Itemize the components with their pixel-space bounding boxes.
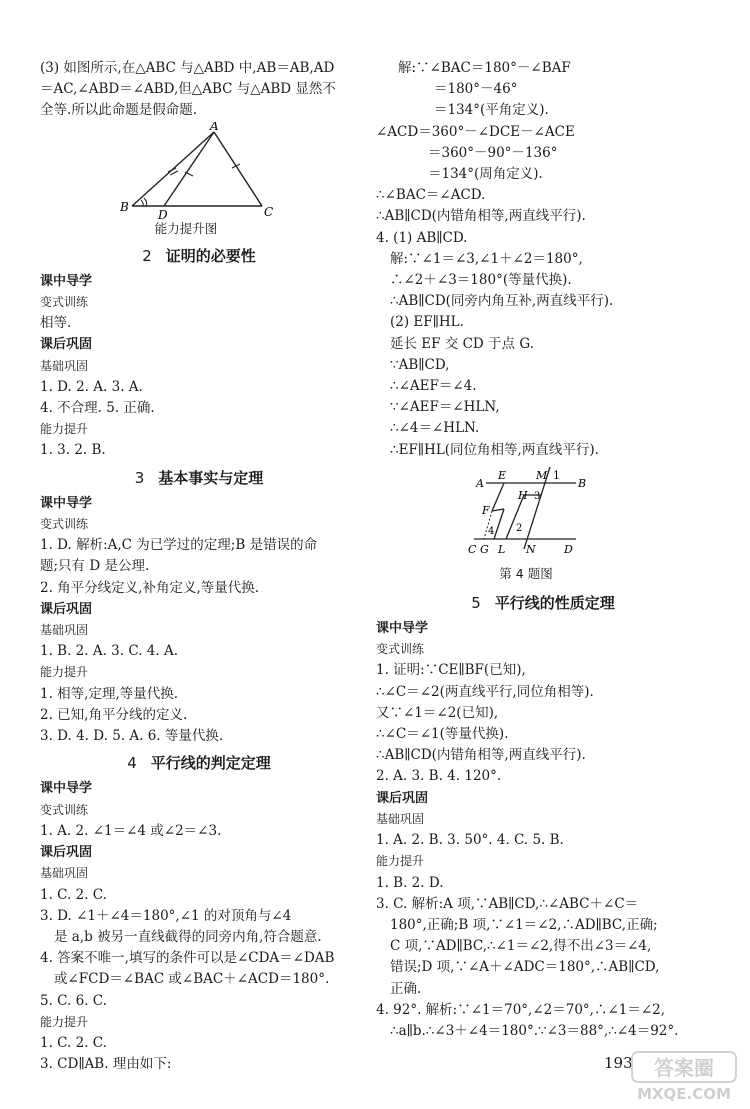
text-line: 3. C. 解析:A 项,∵AB∥CD,∴∠ABC＋∠C＝ bbox=[376, 895, 639, 912]
text-line: 正确. bbox=[390, 980, 422, 997]
label-b: B bbox=[578, 476, 587, 490]
text-line: ∴AB∥CD(内错角相等,两直线平行). bbox=[376, 208, 586, 225]
watermark-logo bbox=[628, 1048, 740, 1104]
triangle-figure bbox=[40, 122, 358, 240]
text-line: 2. A. 3. B. 4. 120°. bbox=[376, 768, 502, 785]
text-line: 基础巩固 bbox=[40, 358, 89, 373]
text-line: ∴∠2＋∠3＝180°(等量代换). bbox=[390, 272, 572, 289]
text-line: 课后巩固 bbox=[376, 790, 429, 806]
left-column bbox=[40, 58, 358, 1075]
text-line: ∴EF∥HL(同位角相等,两直线平行). bbox=[390, 441, 599, 458]
label-2: 2 bbox=[516, 522, 523, 534]
text-line: 解:∵∠1＝∠3,∠1＋∠2＝180°, bbox=[390, 250, 583, 267]
label-b: B bbox=[120, 199, 129, 214]
text-line: ＝180°－46° bbox=[434, 81, 518, 98]
text-line: 3. D. ∠1＋∠4＝180°,∠1 的对顶角与∠4 bbox=[40, 907, 292, 924]
label-d: D bbox=[158, 207, 168, 220]
text-line: 变式训练 bbox=[376, 642, 425, 657]
text-line: 课后巩固 bbox=[40, 845, 93, 861]
triangle-diagram bbox=[40, 122, 358, 220]
text-line: 变式训练 bbox=[40, 517, 89, 532]
section-2-body bbox=[40, 271, 358, 462]
text-line: 1. 证明:∵CE∥BF(已知), bbox=[376, 662, 526, 679]
right-top-text bbox=[376, 58, 710, 461]
text-line: ∴∠C＝∠2(两直线平行,同位角相等). bbox=[376, 683, 594, 700]
text-line: C 项,∵AD∥BC,∴∠1＝∠2,得不出∠3＝∠4, bbox=[390, 938, 652, 955]
label-e: E bbox=[498, 468, 507, 482]
label-f: F bbox=[482, 503, 490, 517]
figure-caption: 能力提升图 bbox=[154, 220, 218, 236]
page-number: 193 bbox=[604, 1054, 633, 1072]
section-5-body bbox=[376, 618, 710, 1042]
text-line: 课后巩固 bbox=[40, 601, 93, 617]
text-line: ∴∠4＝∠HLN. bbox=[390, 420, 480, 437]
text-line: 1. B. 2. A. 3. C. 4. A. bbox=[40, 643, 178, 660]
text-line: 课后巩固 bbox=[40, 337, 93, 353]
text-line: 解:∵∠BAC＝180°－∠BAF bbox=[398, 60, 571, 76]
text-line: 基础巩固 bbox=[376, 811, 425, 826]
text-line: 4. (1) AB∥CD. bbox=[376, 229, 468, 246]
text-line: 基础巩固 bbox=[40, 866, 89, 881]
parallel-lines-diagram bbox=[376, 461, 710, 565]
text-line: ∵AB∥CD, bbox=[390, 356, 450, 373]
text-line: 能力提升 bbox=[40, 1014, 89, 1029]
text-line: 1. B. 2. D. bbox=[376, 874, 444, 891]
section-4-body bbox=[40, 778, 358, 1075]
label-g: G bbox=[480, 542, 489, 556]
text-line: 能力提升 bbox=[376, 854, 425, 869]
text-line: 相等. bbox=[40, 315, 72, 332]
intro-text bbox=[40, 58, 358, 122]
label-d: D bbox=[564, 542, 573, 556]
text-line: 是 a,b 被另一直线截得的同旁内角,符合题意. bbox=[54, 928, 322, 945]
text-line: 又∵∠1＝∠2(已知), bbox=[376, 704, 499, 721]
text-line: 或∠FCD＝∠BAC 或∠BAC＋∠ACD＝180°. bbox=[54, 971, 330, 988]
label-a: A bbox=[476, 476, 484, 490]
parallel-lines-figure bbox=[376, 461, 710, 587]
text-line: 1. C. 2. C. bbox=[40, 886, 107, 903]
text-line: ∴AB∥CD(同旁内角互补,两直线平行). bbox=[390, 293, 614, 310]
text-line: 课中导学 bbox=[376, 621, 429, 637]
text-line: 题;只有 D 是公理. bbox=[40, 558, 150, 575]
label-m: M bbox=[536, 468, 548, 482]
text-line: 5. C. 6. C. bbox=[40, 992, 107, 1009]
text-line: 4. 不合理. 5. 正确. bbox=[40, 400, 155, 417]
text-line: ∴∠BAC＝∠ACD. bbox=[376, 187, 486, 204]
label-c: C bbox=[264, 204, 274, 219]
text-line: ∴AB∥CD(内错角相等,两直线平行). bbox=[376, 747, 586, 764]
text-line: 课中导学 bbox=[40, 781, 93, 797]
section-title-3: 3 基本事实与定理 bbox=[134, 468, 264, 487]
label-a: A bbox=[210, 121, 219, 133]
text-line: ＝360°－90°－136° bbox=[428, 144, 558, 161]
label-h: H bbox=[518, 488, 528, 502]
text-line: 4. 92°. 解析:∵∠1＝70°,∠2＝70°,∴∠1＝∠2, bbox=[376, 1001, 666, 1018]
text-line: 1. D. 2. A. 3. A. bbox=[40, 378, 143, 395]
text-line: 全等.所以此命题是假命题. bbox=[40, 102, 198, 119]
text-line: 3. D. 4. D. 5. A. 6. 等量代换. bbox=[40, 728, 224, 745]
text-line: (2) EF∥HL. bbox=[390, 314, 464, 331]
text-line: 180°,正确;B 项,∵∠1＝∠2,∴AD∥BC,正确; bbox=[390, 916, 658, 933]
figure-caption: 第 4 题图 bbox=[499, 565, 553, 581]
text-line: ∴∠AEF＝∠4. bbox=[390, 378, 477, 395]
text-line: ＝AC,∠ABD＝∠ABD,但△ABC 与△ABD 显然不 bbox=[40, 81, 336, 98]
text-line: ＝134°(平角定义). bbox=[434, 102, 549, 119]
label-n: N bbox=[526, 542, 536, 556]
text-line: (3) 如图所示,在△ABC 与△ABD 中,AB＝AB,AD bbox=[40, 60, 335, 76]
text-line: 能力提升 bbox=[40, 422, 89, 437]
text-line: 1. C. 2. C. bbox=[40, 1034, 107, 1051]
text-line: 1. A. 2. ∠1＝∠4 或∠2＝∠3. bbox=[40, 822, 222, 839]
text-line: 错误;D 项,∵∠A＋∠ADC＝180°,∴AB∥CD, bbox=[390, 959, 660, 976]
text-line: 1. 相等,定理,等量代换. bbox=[40, 685, 179, 702]
text-line: ∴a∥b.∴∠3＋∠4＝180°.∵∠3＝88°,∴∠4＝92°. bbox=[390, 1022, 679, 1039]
text-line: 基础巩固 bbox=[40, 623, 89, 638]
text-line: 3. CD∥AB. 理由如下: bbox=[40, 1056, 172, 1073]
text-line: 延长 EF 交 CD 于点 G. bbox=[390, 335, 534, 352]
text-line: 2. 已知,角平分线的定义. bbox=[40, 706, 188, 723]
label-1: 1 bbox=[553, 468, 560, 482]
section-title-5: 5 平行线的性质定理 bbox=[471, 593, 615, 612]
label-l: L bbox=[498, 542, 506, 556]
right-column bbox=[376, 58, 710, 1042]
text-line: 4. 答案不唯一,填写的条件可以是∠CDA＝∠DAB bbox=[40, 950, 335, 967]
section-3-body bbox=[40, 493, 358, 747]
text-line: ∠ACD＝360°－∠DCE－∠ACE bbox=[376, 123, 575, 140]
text-line: 1. 3. 2. B. bbox=[40, 442, 106, 459]
text-line: 1. A. 2. B. 3. 50°. 4. C. 5. B. bbox=[376, 832, 564, 849]
text-line: ∵∠AEF＝∠HLN, bbox=[390, 399, 500, 416]
text-line: 变式训练 bbox=[40, 295, 89, 310]
text-line: ∴∠C＝∠1(等量代换). bbox=[376, 726, 509, 743]
watermark-bottom-text: MXQE.COM bbox=[637, 1085, 731, 1103]
section-title-4: 4 平行线的判定定理 bbox=[127, 754, 271, 773]
label-c: C bbox=[468, 542, 477, 556]
text-line: 课中导学 bbox=[40, 273, 93, 289]
watermark-top-text: 答案圈 bbox=[654, 1056, 714, 1080]
text-line: 1. D. 解析:A,C 为已学过的定理;B 是错误的命 bbox=[40, 537, 318, 554]
label-3: 3 bbox=[534, 490, 541, 502]
text-line: 变式训练 bbox=[40, 802, 89, 817]
text-line: 能力提升 bbox=[40, 665, 89, 680]
label-4: 4 bbox=[488, 525, 495, 537]
text-line: 课中导学 bbox=[40, 495, 93, 511]
section-title-2: 2 证明的必要性 bbox=[142, 246, 256, 265]
text-line: 2. 角平分线定义,补角定义,等量代换. bbox=[40, 579, 260, 596]
text-line: ＝134°(周角定义). bbox=[428, 166, 543, 183]
